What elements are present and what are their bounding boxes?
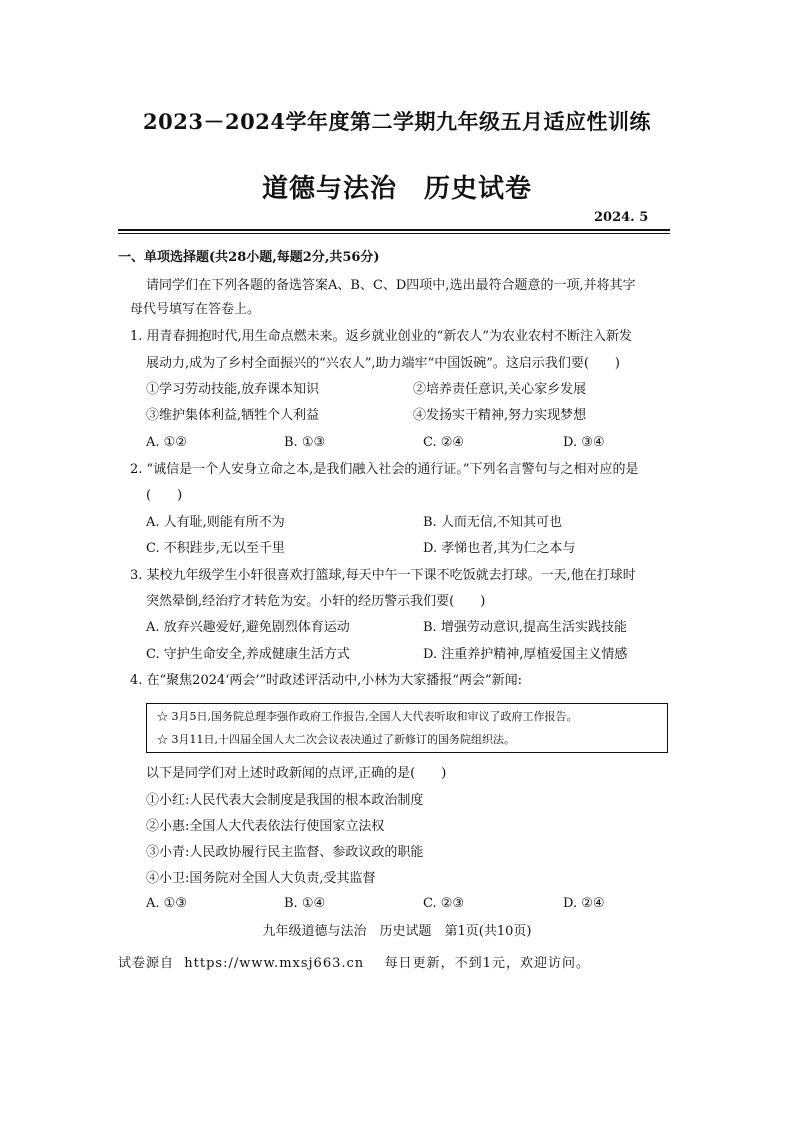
exam-title-line1: 2023－2024学年度第二学期九年级五月适应性训练 xyxy=(143,109,651,134)
q1-option-d: D. ③④ xyxy=(563,435,605,450)
q4-comment-2: ②小惠:全国人大代表依法行使国家立法权 xyxy=(146,819,385,834)
q1-statement-3: ③维护集体利益,牺牲个人利益 xyxy=(146,408,320,423)
q1-option-c: C. ②④ xyxy=(423,435,465,450)
q2-option-a: A. 人有耻,则能有所不为 xyxy=(146,515,285,530)
q1-stem-line1: 1. 用青春拥抱时代,用生命点燃未来。返乡就业创业的“新农人”为农业农村不断注入新发 xyxy=(130,329,632,344)
q2-stem-line2: ( ) xyxy=(146,488,183,503)
q2-option-d: D. 孝悌也者,其为仁之本与 xyxy=(423,541,576,556)
q3-option-b: B. 增强劳动意识,提高生活实践技能 xyxy=(423,620,627,635)
news-box xyxy=(146,703,668,753)
section-heading: 一、单项选择题(共28小题,每题2分,共56分) xyxy=(118,250,380,265)
instruction-line2: 母代号填写在答卷上。 xyxy=(130,302,261,317)
q1-option-b: B. ①③ xyxy=(284,435,326,450)
q2-stem-line1: 2. “诚信是一个人安身立命之本,是我们融入社会的通行证。”下列名言警句与之相对应的是 xyxy=(130,462,639,477)
exam-date: 2024. 5 xyxy=(594,210,649,225)
q4-option-d: D. ②④ xyxy=(563,896,605,911)
source-line: 试卷源自 https://www.mxsj663.cn 每日更新，不到1元，欢迎访问。 xyxy=(118,956,590,971)
q3-option-c: C. 守护生命安全,养成健康生活方式 xyxy=(146,647,350,662)
q1-stem-line2: 展动力,成为了乡村全面振兴的“兴农人”,助力端牢“中国饭碗”。这启示我们要( ) xyxy=(146,356,620,371)
header-rule-thin xyxy=(118,233,670,234)
page-footer: 九年级道德与法治 历史试题 第1页(共10页) xyxy=(262,924,532,939)
news-item-2: ☆ 3月11日,十四届全国人大二次会议表决通过了新修订的国务院组织法。 xyxy=(157,733,515,746)
q3-stem-line1: 3. 某校九年级学生小轩很喜欢打篮球,每天中午一下课不吃饭就去打球。一天,他在打球时 xyxy=(130,568,636,583)
q1-option-a: A. ①② xyxy=(146,435,187,450)
header-rule-thick xyxy=(118,229,670,231)
q2-option-b: B. 人而无信,不知其可也 xyxy=(423,515,562,530)
q3-option-d: D. 注重养护精神,厚植爱国主义情感 xyxy=(423,647,628,662)
q3-stem-line2: 突然晕倒,经治疗才转危为安。小轩的经历警示我们要( ) xyxy=(146,594,486,609)
q4-option-b: B. ①④ xyxy=(284,896,326,911)
q3-option-a: A. 放弃兴趣爱好,避免剧烈体育运动 xyxy=(146,620,350,635)
q1-statement-4: ④发扬实干精神,努力实现梦想 xyxy=(413,408,587,423)
q4-prompt: 以下是同学们对上述时政新闻的点评,正确的是( ) xyxy=(146,766,447,781)
news-item-1: ☆ 3月5日,国务院总理李强作政府工作报告,全国人大代表听取和审议了政府工作报告。 xyxy=(157,710,578,723)
q1-statement-2: ②培养责任意识,关心家乡发展 xyxy=(413,382,587,397)
exam-title-line2: 道德与法治 历史试卷 xyxy=(261,174,532,204)
q4-option-c: C. ②③ xyxy=(423,896,465,911)
q4-stem-line1: 4. 在“聚焦2024‘两会’”时政述评活动中,小林为大家播报“两会”新闻: xyxy=(130,673,522,688)
q4-option-a: A. ①③ xyxy=(146,896,187,911)
q4-comment-3: ③小青:人民政协履行民主监督、参政议政的职能 xyxy=(146,845,424,860)
q1-statement-1: ①学习劳动技能,放弃课本知识 xyxy=(146,382,320,397)
q2-option-c: C. 不积跬步,无以至千里 xyxy=(146,541,285,556)
instruction-line1: 请同学们在下列各题的备选答案A、B、C、D四项中,选出最符合题意的一项,并将其字 xyxy=(146,278,636,293)
q4-comment-1: ①小红:人民代表大会制度是我国的根本政治制度 xyxy=(146,793,424,808)
q4-comment-4: ④小卫:国务院对全国人大负责,受其监督 xyxy=(146,871,376,886)
